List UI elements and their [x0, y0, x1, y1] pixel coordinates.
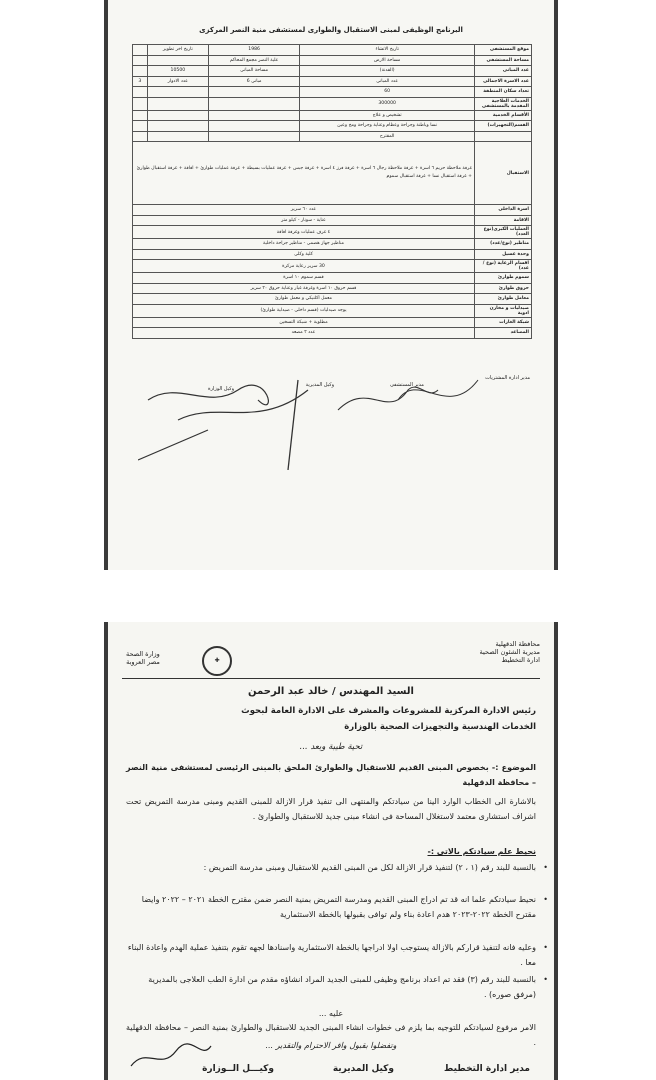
row-label: مناظير (نوع/عدد) — [475, 239, 532, 250]
bullet-2: • نحيط سيادتكم علما انه قد تم ادراج المبنى القديم ومدرسة التمريض بمنية النصر ضمن مقترح الخطة ٢٠٢١ – ٢٠٢٢ وايضا مقترح الخطة ٢٠٢٢-٢٠٢٣ هدم اعادة بناء ولم توافى بقبولها بالخطة الاستثمارية — [126, 892, 536, 922]
program-row — [133, 45, 532, 56]
row-cell: عدد المبانى — [300, 76, 475, 87]
reception-text: غرفة ملاحظة حريم ٦ اسرة + غرفة ملاحظة رجال ٦ اسرة + غرفة فرز ٤ اسرة + غرفة جبس + غرفة عمليات بسيطة + غرفة عمليات طوارئ + افاقة + غرفة استقبال طوارئ + غرفة استقبال نسا + غرفة استقبال سموم — [133, 142, 475, 205]
row-cell: قسم سموم ١٠ اسرة — [133, 273, 475, 284]
row-cell — [133, 66, 148, 77]
program-row — [133, 304, 532, 317]
row-cell: 3 — [133, 76, 148, 87]
row-label: صيدليات و مخازن ادوية — [475, 304, 532, 317]
row-cell — [208, 97, 299, 110]
program-row — [133, 131, 532, 142]
row-cell: 10500 — [147, 66, 208, 77]
program-title: البرنامج الوظيفى لمبنى الاستقبال والطوارى لمستشفى منية النصر المركزى — [199, 26, 463, 34]
row-cell: 30 سرير رعاية مركزة — [133, 260, 475, 273]
position: رئيس الادارة المركزية للمشروعات والمشرف على الادارة العامة لبحوث — [241, 706, 536, 716]
intro-paragraph: بالاشارة الى الخطاب الوارد الينا من سيادتكم والمنتهى الى تنفيذ قرار الازالة للمبنى القديم ومبنى مدرسة التمريض تحت اشراف استشارى معتمد لاستغلال المساحة فى انشاء مبنى جديد للاستقبال والطوارئ . — [126, 797, 536, 821]
ministry-slogan: مصر العروبة — [126, 658, 160, 666]
row-cell — [208, 131, 299, 142]
program-row — [133, 273, 532, 284]
row-cell: 1986 — [208, 45, 299, 56]
row-cell: مناظير جهاز هضمى - مناظير جراحة داخلية — [133, 239, 475, 250]
program-row — [133, 76, 532, 87]
program-page — [104, 0, 558, 570]
row-cell — [208, 87, 299, 98]
row-cell: تاريخ الانشاء — [300, 45, 475, 56]
row-cell — [133, 87, 148, 98]
signatures-ink — [138, 360, 498, 470]
row-label: الأقسام الخدمية — [475, 110, 532, 121]
row-cell — [147, 110, 208, 121]
row-cell: عدد ٦٠ سرير — [133, 205, 475, 216]
greeting: تحية طيبة وبعد ... — [299, 742, 363, 752]
row-label: المصاعد — [475, 328, 532, 339]
row-cell: تشخيص و علاج — [300, 110, 475, 121]
ministry-name: وزارة الصحة — [126, 650, 160, 658]
notice: نحيط علم سيادتكم بالاتى :- — [427, 847, 536, 856]
row-cell: عناية - سونار - كيلو متر — [133, 215, 475, 226]
row-cell: مبانى 6 — [208, 76, 299, 87]
row-label: اقسام الرعاية (نوع / عدد) — [475, 260, 532, 273]
program-row — [133, 205, 532, 216]
row-cell: يوجد صيدليات (قسم داخلى - صيدلية طوارئ) — [133, 304, 475, 317]
row-label: شبكة الغازات — [475, 317, 532, 328]
row-cell: عدد ٢ مصعد — [133, 328, 475, 339]
program-table — [132, 44, 532, 339]
reception-row — [133, 142, 532, 205]
bullet-4: • بالنسبة للبند رقم (٣) فقد تم اعداد برنامج وظيفى للمبنى الجديد المراد انشاؤه مقدم من ادارة الطب العلاجى بالمديرية (مرفق صوره) . — [126, 972, 536, 1002]
program-row — [133, 249, 532, 260]
sig-deputy-director: وكيل المديرية — [332, 1064, 394, 1074]
header-divider — [122, 678, 540, 679]
row-cell — [147, 121, 208, 132]
row-cell — [133, 45, 148, 56]
row-cell — [208, 121, 299, 132]
letter-signature-ink — [126, 1036, 216, 1076]
row-cell: مطلوبة + شبكة التسخين — [133, 317, 475, 328]
program-row — [133, 239, 532, 250]
row-label: القسم(التجهيزات) — [475, 121, 532, 132]
sig-label-hospital-director: مدير المستشفى — [390, 382, 424, 388]
row-cell — [147, 131, 208, 142]
row-cell: عدد الادوار — [147, 76, 208, 87]
row-label: سموم طوارئ — [475, 273, 532, 284]
letter-page — [104, 622, 558, 1080]
letterhead-left — [126, 650, 160, 666]
row-label: عدد الاسرة الاجمالى — [475, 76, 532, 87]
row-label: عدد المبانى — [475, 66, 532, 77]
row-cell — [208, 110, 299, 121]
row-cell: علية النصر مجمع المحاكم — [208, 55, 299, 66]
directorate: مديرية الشئون الصحية — [479, 648, 540, 656]
program-row — [133, 260, 532, 273]
program-row — [133, 110, 532, 121]
program-row — [133, 97, 532, 110]
row-cell — [133, 121, 148, 132]
closing-2: الامر مرفوع لسيادتكم للتوجيه بما يلزم فى خطوات انشاء المبنى الجديد للاستقبال والطوارئ بمنية النصر – محافظة الدقهلية . — [126, 1023, 536, 1047]
row-cell: 300000 — [300, 97, 475, 110]
row-cell: 60 — [300, 87, 475, 98]
sig-label-deputy: وكيل المديرية — [305, 382, 334, 388]
program-row — [133, 121, 532, 132]
row-cell: كلية وكلى — [133, 249, 475, 260]
letterhead-right — [480, 640, 540, 664]
row-cell: تاريخ اخر تطوير — [147, 45, 208, 56]
row-label: العمليات الكبرى(نوع العدد) — [475, 226, 532, 239]
row-cell: معمل اكلنيكي و معمل طوارئ — [133, 294, 475, 305]
row-label: معامل طوارئ — [475, 294, 532, 305]
department: ادارة التخطيط — [501, 656, 540, 664]
reception-label: الاستقبال — [475, 142, 532, 205]
row-cell: قسم حروق ١٠ اسرة وغرفة غيار وعناية حروق ٢٠ سرير — [133, 283, 475, 294]
program-row — [133, 87, 532, 98]
row-label: وحدة غسيل — [475, 249, 532, 260]
bullet-1: • بالنسبة للبند رقم (١ ، ٢) لتنفيذ قرار الازالة لكل من المبنى القديم للاستقبال ومبنى مدرسة التمريض : — [126, 860, 536, 875]
row-label: الاقامة — [475, 215, 532, 226]
program-row — [133, 283, 532, 294]
row-cell — [147, 97, 208, 110]
ministry-logo-icon: ✚ — [202, 646, 232, 676]
row-label: موقع المستشفى — [475, 45, 532, 56]
program-row — [133, 328, 532, 339]
sig-label-ministry: وكيل الوزارة — [207, 386, 234, 392]
program-row — [133, 226, 532, 239]
row-cell: (الفدنة) — [300, 66, 475, 77]
addressee: السيد المهندس / خالد عبد الرحمن — [248, 686, 414, 697]
sig-label-procurement: مدير ادارة المشتريات — [485, 375, 530, 381]
sig-ministry-deputy: وكيـــل الــوزارة — [202, 1064, 274, 1074]
row-cell — [147, 87, 208, 98]
row-label: مساحة المستشفى — [475, 55, 532, 66]
row-label: حروق طوارئ — [475, 283, 532, 294]
bullet-3: • وعليه فانه لتنفيذ قراركم بالازالة يستوجب اولا ادراجها بالخطة الاستثمارية واسنادها لجهه تقوم بتنفيذ عملية الهدم واعادة البناء معا . — [126, 940, 536, 970]
row-cell — [133, 110, 148, 121]
subject: الموضوع :- بخصوص المبنى القديم للاستقبال والطوارئ الملحق بالمبنى الرئيسى لمستشفى منية النصر – محافظة الدقهلية — [126, 763, 536, 787]
row-cell: المقترح — [300, 131, 475, 142]
row-label — [475, 131, 532, 142]
closing-1: عليه ... — [318, 1009, 344, 1018]
program-row — [133, 294, 532, 305]
row-label: الخدمات العلاجية المقدمة بالمستشفى — [475, 97, 532, 110]
regards: وتفضلوا بقبول وافر الاحترام والتقدير ... — [265, 1041, 397, 1050]
row-cell — [133, 55, 148, 66]
row-cell: نسا وباطنة وجراحة وعظام وعناية وجراحة ومخ وعين — [300, 121, 475, 132]
position-continued: الخدمات الهندسية والتجهيزات الصحية بالوزارة — [344, 722, 536, 732]
row-cell — [133, 97, 148, 110]
row-cell — [133, 131, 148, 142]
program-row — [133, 317, 532, 328]
program-row — [133, 66, 532, 77]
row-cell: مساحة المبانى — [208, 66, 299, 77]
row-cell: مساحة الارض — [300, 55, 475, 66]
row-cell: ٤ غرف عمليات وغرفة افاقة — [133, 226, 475, 239]
row-label: تعداد سكان المنطقة — [475, 87, 532, 98]
governorate: محافظة الدقهلية — [495, 640, 540, 648]
program-row — [133, 215, 532, 226]
row-cell — [147, 55, 208, 66]
row-label: اسرة الداخلى — [475, 205, 532, 216]
sig-planning-director: مدير ادارة التخطيط — [443, 1064, 530, 1074]
program-row — [133, 55, 532, 66]
